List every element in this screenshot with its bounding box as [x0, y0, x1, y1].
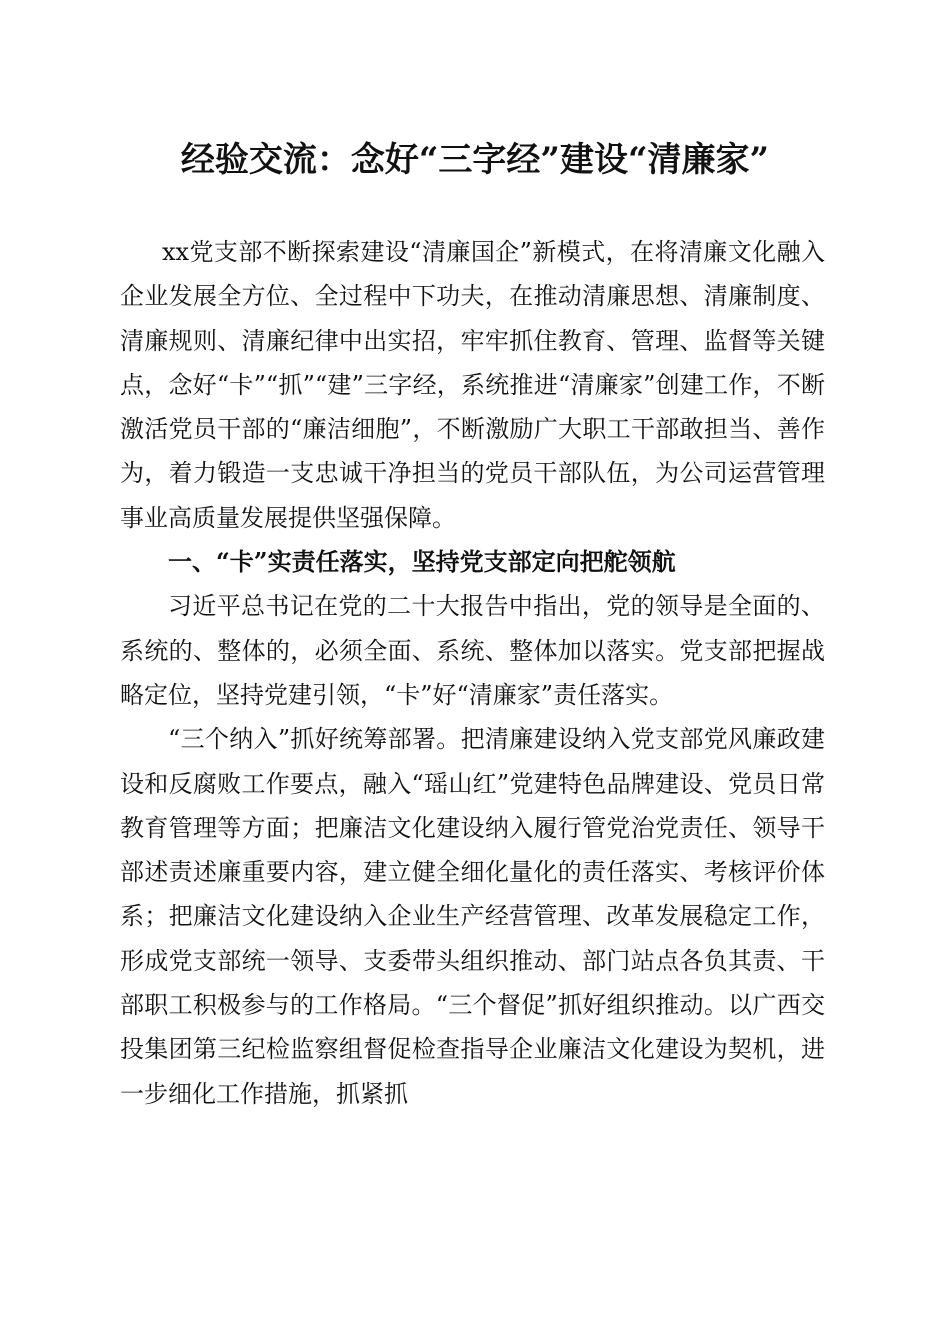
intro-paragraph: xx党支部不断探索建设“清廉国企”新模式，在将清廉文化融入企业发展全方位、全过程中下功夫，在推动清廉思想、清廉制度、清廉规则、清廉纪律中出实招，牢牢抓住教育、管理、监督等关键点，念好“卡”“抓”“建”三字经，系统推进“清廉家”创建工作，不断激活党员干部的“廉洁细胞”，不断激励广大职工干部敢担当、善作为，着力锻造一支忠诚干净担当的党员干部队伍，为公司运营管理事业高质量发展提供坚强保障。	[120, 238, 825, 532]
document-body	[120, 230, 825, 1116]
section-1-paragraph-1: 习近平总书记在党的二十大报告中指出，党的领导是全面的、系统的、整体的，必须全面、系统、整体加以落实。党支部把握战略定位，坚持党建引领，“卡”好“清廉家”责任落实。	[120, 592, 825, 709]
section-1-paragraph-2: “三个纳入”抓好统筹部署。把清廉建设纳入党支部党风廉政建设和反腐败工作要点，融入“瑶山红”党建特色品牌建设、党员日常教育管理等方面；把廉洁文化建设纳入履行管党治党责任、领导干部述责述廉重要内容，建立健全细化量化的责任落实、考核评价体系；把廉洁文化建设纳入企业生产经营管理、改革发展稳定工作，形成党支部统一领导、支委带头组织推动、部门站点各负其责、干部职工积极参与的工作格局。“三个督促”抓好组织推动。以广西交投集团第三纪检监察组督促检查指导企业廉洁文化建设为契机，进一步细化工作措施，抓紧抓	[120, 725, 825, 1108]
section-1-heading: 一、“卡”实责任落实，坚持党支部定向把舵领航	[168, 547, 676, 577]
document-title: 经验交流：念好“三字经”建设“清廉家”	[180, 140, 770, 180]
